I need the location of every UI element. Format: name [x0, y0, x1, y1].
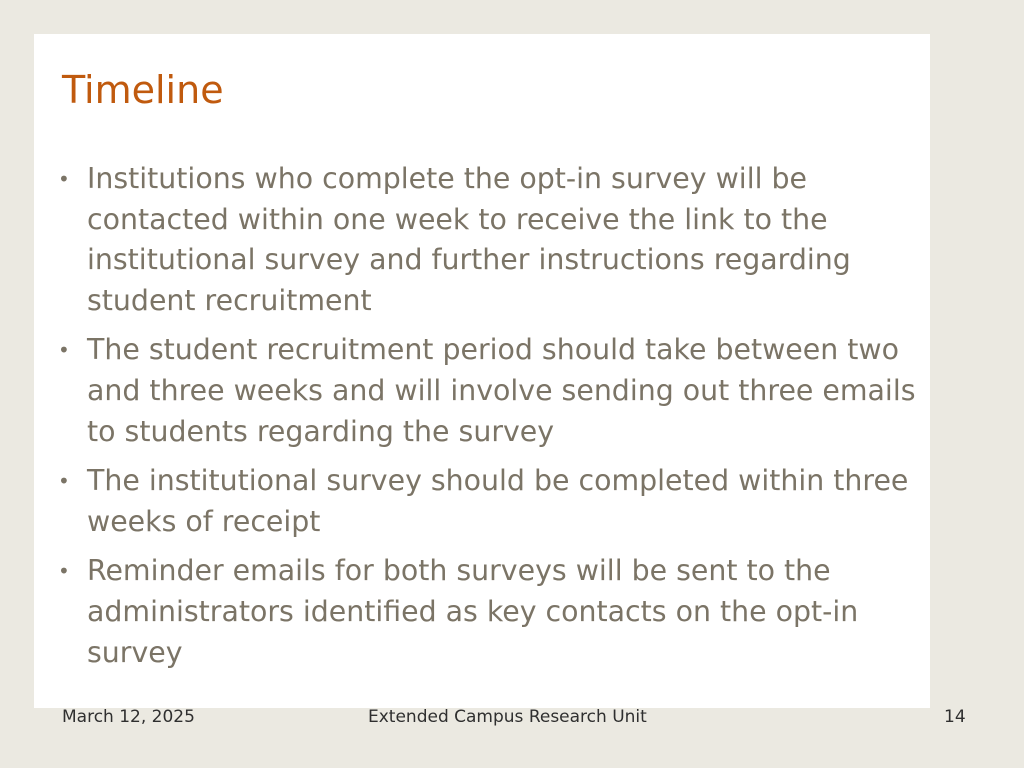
bullet-item — [58, 551, 938, 673]
bullet-text: Institutions who complete the opt-in survey will be contacted within one week to receive the link to the institutional survey and further instructions regarding student recruitment — [87, 162, 851, 317]
bullet-item — [58, 330, 938, 452]
bullet-list — [58, 159, 938, 682]
bullet-marker: • — [58, 559, 70, 584]
bullet-text: Reminder emails for both surveys will be sent to the administrators identified as key contacts on the opt-in survey — [87, 554, 859, 669]
bullet-text: The institutional survey should be completed within three weeks of receipt — [87, 464, 909, 538]
bullet-item — [58, 461, 938, 542]
slide-title: Timeline — [62, 68, 224, 112]
footer-date: March 12, 2025 — [62, 707, 195, 727]
bullet-item — [58, 159, 938, 321]
footer-page-number: 14 — [944, 707, 966, 727]
bullet-marker: • — [58, 338, 70, 363]
bullet-marker: • — [58, 469, 70, 494]
bullet-text: The student recruitment period should take between two and three weeks and will involve sending out three emails to students regarding the survey — [87, 333, 916, 448]
footer-organization: Extended Campus Research Unit — [368, 707, 647, 727]
bullet-marker: • — [58, 167, 70, 191]
